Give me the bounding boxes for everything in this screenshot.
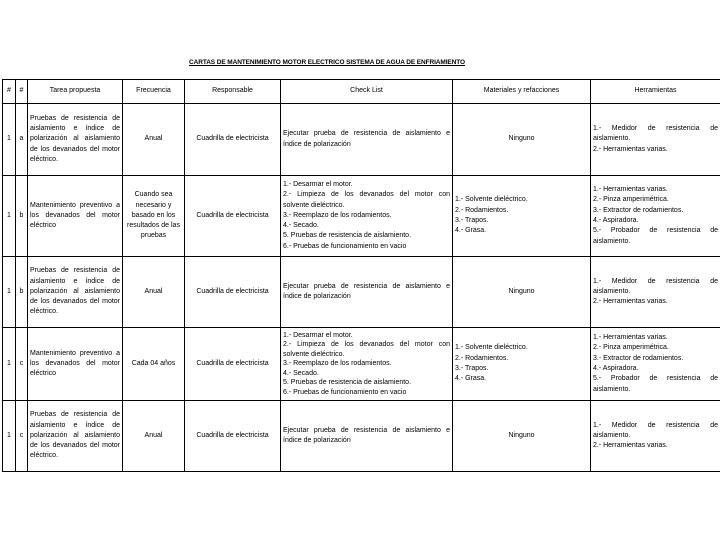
tools-cell [591,401,720,472]
row-letter: c [16,401,28,472]
table-row [3,401,720,472]
tools-cell [591,104,720,176]
header-checklist: Check List [281,80,453,104]
checklist-item: 4.- Secado. [283,369,319,377]
header-letter: # [16,80,28,104]
materials-cell [453,176,591,257]
tool-item: 2.- Pinza amperimétrica. [593,196,669,204]
material-item: 1.- Solvente dieléctrico. [455,344,528,352]
header-task: Tarea propuesta [28,80,123,104]
material-item: 3.- Trapos. [455,365,489,372]
checklist-item: 5. Pruebas de resistencia de aislamiento. [283,232,412,240]
tool-item: 2.- Herramientas varias. [593,298,668,306]
tool-item: 2.- Pinza amperimétrica. [593,344,669,352]
tool-item: 4.- Aspiradora. [593,217,639,224]
checklist-cell [281,104,453,176]
row-number: 1 [3,401,16,472]
responsible-cell: Cuadrilla de electricista [185,104,281,176]
row-letter: b [16,257,28,328]
checklist-item: 6.- Pruebas de funcionamiento en vacio [283,388,407,396]
material-item: 4.- Grasa. [455,375,487,383]
checklist-item: Ejecutar prueba de resistencia de aislamiento e índice de polarización [283,282,450,300]
table-row [3,257,720,328]
frequency-cell: Anual [123,401,185,472]
checklist-cell [281,401,453,472]
tools-cell [591,257,720,328]
header-row [3,80,720,104]
header-responsible: Responsable [185,80,281,104]
frequency-cell: Cada 04 años [123,328,185,401]
task-cell: Mantenimiento preventivo a los devanados del motor eléctrico [28,328,123,401]
materials-cell [453,401,591,472]
tools-cell [591,176,720,257]
task-cell: Mantenimiento preventivo a los devanados del motor eléctrico [28,176,123,257]
material-item: Ninguno [508,431,535,439]
material-item: 2.- Rodamientos. [455,354,509,362]
tool-item: 1.- Medidor de resistencia de aislamiento. [593,125,718,143]
row-number: 1 [3,257,16,328]
tool-item: 1.- Herramientas varias. [593,334,668,342]
materials-cell [453,257,591,328]
frequency-cell: Cuando sea necesario y basado en los resultados de las pruebas [123,176,185,257]
table-row [3,104,720,176]
tool-item: 3.- Extractor de rodamientos. [593,354,684,362]
maintenance-table [2,79,720,472]
task-cell: Pruebas de resistencia de aislamiento e índice de polarización al aislamiento de los devanados del motor eléctrico. [28,257,123,328]
materials-cell [453,328,591,401]
tools-cell [591,328,720,401]
tool-item: 1.- Herramientas varias. [593,186,668,194]
checklist-item: 3.- Reemplazo de los rodamientos. [283,360,392,368]
checklist-item: 1.- Desarmar el motor. [283,332,353,340]
row-number: 1 [3,104,16,176]
tool-item: 5.- Probador de resistencia de aislamiento. [593,375,718,393]
checklist-cell [281,176,453,257]
tool-item: 4.- Aspiradora. [593,365,639,372]
responsible-cell: Cuadrilla de electricista [185,401,281,472]
checklist-item: 4.- Secado. [283,222,319,230]
document-title: CARTAS DE MANTENIMIENTO MOTOR ELECTRICO SISTEMA DE AGUA DE ENFRIAMIENTO [189,59,465,66]
checklist-item: 6.- Pruebas de funcionamiento en vacio [283,242,407,250]
checklist-item: 2.- Limpieza de los devanados del motor con solvente dieléctrico. [283,341,450,358]
header-tools: Herramientas [591,80,720,104]
row-letter: b [16,176,28,257]
material-item: Ninguno [508,287,535,295]
row-letter: c [16,328,28,401]
frequency-cell: Anual [123,257,185,328]
tool-item: 1.- Medidor de resistencia de aislamiento. [593,421,718,439]
checklist-cell [281,328,453,401]
frequency-cell: Anual [123,104,185,176]
material-item: 3.- Trapos. [455,217,489,224]
tool-item: 2.- Herramientas varias. [593,145,668,153]
checklist-item: Ejecutar prueba de resistencia de aislamiento e índice de polarización [283,130,450,148]
material-item: 1.- Solvente dieléctrico. [455,196,528,204]
table-row [3,176,720,257]
task-cell: Pruebas de resistencia de aislamiento e índice de polarización al aislamiento de los devanados del motor eléctrico. [28,104,123,176]
header-frequency: Frecuencia [123,80,185,104]
header-number: # [3,80,16,104]
checklist-cell [281,257,453,328]
responsible-cell: Cuadrilla de electricista [185,328,281,401]
row-number: 1 [3,328,16,401]
responsible-cell: Cuadrilla de electricista [185,257,281,328]
checklist-item: 3.- Reemplazo de los rodamientos. [283,211,392,219]
header-materials: Materiales y refacciones [453,80,591,104]
row-number: 1 [3,176,16,257]
row-letter: a [16,104,28,176]
tool-item: 3.- Extractor de rodamientos. [593,206,684,214]
responsible-cell: Cuadrilla de electricista [185,176,281,257]
task-cell: Pruebas de resistencia de aislamiento e índice de polarización al aislamiento de los devanados del motor eléctrico. [28,401,123,472]
table-row [3,328,720,401]
tool-item: 1.- Medidor de resistencia de aislamiento. [593,277,718,295]
materials-cell [453,104,591,176]
checklist-item: Ejecutar prueba de resistencia de aislamiento e índice de polarización [283,426,450,444]
checklist-item: 1.- Desarmar el motor. [283,180,353,188]
checklist-item: 5. Pruebas de resistencia de aislamiento. [283,379,412,387]
tool-item: 2.- Herramientas varias. [593,442,668,450]
material-item: 2.- Rodamientos. [455,206,509,214]
material-item: 4.- Grasa. [455,227,487,235]
material-item: Ninguno [508,135,535,143]
checklist-item: 2.- Limpieza de los devanados del motor con solvente dieléctrico. [283,191,450,209]
tool-item: 5.- Probador de resistencia de aislamiento. [593,227,718,245]
